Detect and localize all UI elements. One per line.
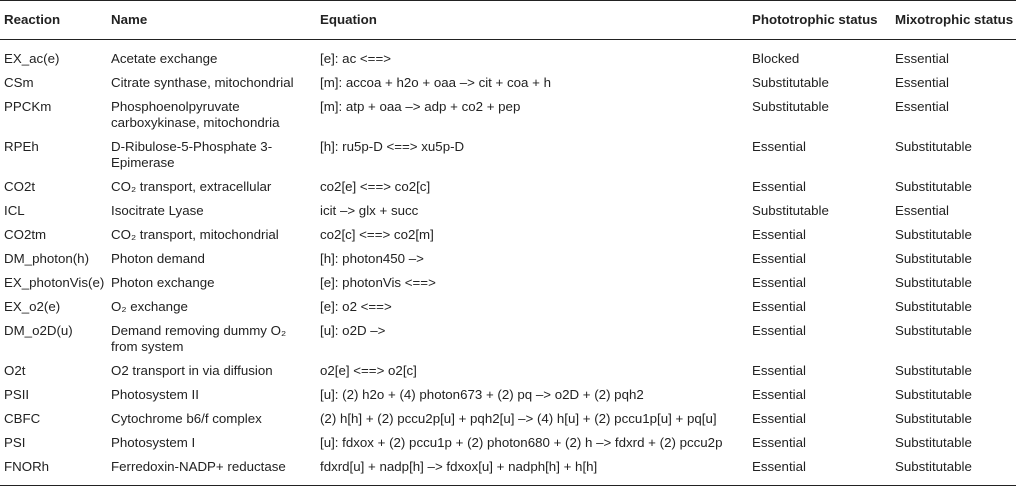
reaction-cell: EX_photonVis(e): [4, 275, 105, 290]
table-row: [0, 175, 1016, 199]
table-row: [0, 271, 1016, 295]
equation-cell: [h]: ru5p-D <==> xu5p-D: [320, 139, 465, 154]
equation-cell: [u]: (2) h2o + (4) photon673 + (2) pq –> o2D + (2) pqh2: [320, 387, 644, 402]
table-row: [0, 40, 1016, 72]
name-cell: Photon exchange: [111, 275, 215, 290]
reaction-cell: CO2t: [4, 179, 36, 194]
name-cell: Photosystem I: [111, 435, 196, 450]
header-equation: Equation: [316, 1, 748, 40]
equation-cell: icit –> glx + succ: [320, 203, 419, 218]
phototrophic-status-cell: Essential: [752, 323, 806, 338]
phototrophic-status-cell: Essential: [752, 435, 806, 450]
name-cell: O₂ exchange: [111, 299, 188, 314]
table-row: [0, 407, 1016, 431]
table-row: [0, 95, 1016, 135]
mixotrophic-status-cell: Substitutable: [895, 363, 972, 378]
reaction-cell: PSI: [4, 435, 26, 450]
table-row: [0, 135, 1016, 175]
reaction-cell: O2t: [4, 363, 26, 378]
name-cell: Demand removing dummy O₂ from system: [111, 323, 287, 354]
reaction-cell: PSII: [4, 387, 30, 402]
phototrophic-status-cell: Blocked: [752, 51, 800, 66]
name-cell: CO₂ transport, extracellular: [111, 179, 272, 194]
header-phototrophic-status: Phototrophic status: [748, 1, 891, 40]
reaction-cell: CO2tm: [4, 227, 47, 242]
mixotrophic-status-cell: Essential: [895, 75, 949, 90]
mixotrophic-status-cell: Substitutable: [895, 275, 972, 290]
table-row: [0, 295, 1016, 319]
equation-cell: [m]: atp + oaa –> adp + co2 + pep: [320, 99, 521, 114]
name-cell: Photosystem II: [111, 387, 199, 402]
mixotrophic-status-cell: Substitutable: [895, 387, 972, 402]
phototrophic-status-cell: Essential: [752, 275, 806, 290]
equation-cell: (2) h[h] + (2) pccu2p[u] + pqh2[u] –> (4) h[u] + (2) pccu1p[u] + pq[u]: [320, 411, 717, 426]
table-row: [0, 359, 1016, 383]
mixotrophic-status-cell: Substitutable: [895, 299, 972, 314]
reaction-cell: DM_o2D(u): [4, 323, 73, 338]
equation-cell: [e]: photonVis <==>: [320, 275, 436, 290]
header-mixotrophic-status: Mixotrophic status: [891, 1, 1016, 40]
phototrophic-status-cell: Essential: [752, 251, 806, 266]
equation-cell: [u]: o2D –>: [320, 323, 386, 338]
name-cell: Isocitrate Lyase: [111, 203, 204, 218]
name-cell: Cytochrome b6/f complex: [111, 411, 262, 426]
mixotrophic-status-cell: Essential: [895, 51, 949, 66]
mixotrophic-status-cell: Substitutable: [895, 251, 972, 266]
phototrophic-status-cell: Essential: [752, 179, 806, 194]
mixotrophic-status-cell: Essential: [895, 203, 949, 218]
table-row: [0, 383, 1016, 407]
name-cell: Ferredoxin-NADP+ reductase: [107, 455, 316, 486]
reaction-cell: EX_o2(e): [4, 299, 61, 314]
mixotrophic-status-cell: Substitutable: [895, 411, 972, 426]
table-row: [0, 319, 1016, 359]
phototrophic-status-cell: Substitutable: [752, 99, 829, 114]
equation-cell: [h]: photon450 –>: [320, 251, 424, 266]
phototrophic-status-cell: Essential: [752, 411, 806, 426]
phototrophic-status-cell: Essential: [752, 299, 806, 314]
name-cell: Phosphoenolpyruvate carboxykinase, mitochondria: [111, 99, 280, 130]
header-reaction: Reaction: [0, 1, 107, 40]
header-row: [0, 1, 1016, 40]
equation-cell: [e]: o2 <==>: [320, 299, 392, 314]
table-row: [0, 455, 1016, 486]
phototrophic-status-cell: Essential: [752, 227, 806, 242]
table-row: [0, 199, 1016, 223]
header-name: Name: [107, 1, 316, 40]
name-cell: CO₂ transport, mitochondrial: [111, 227, 279, 242]
name-cell: O2 transport in via diffusion: [111, 363, 273, 378]
table-row: [0, 247, 1016, 271]
reaction-cell: ICL: [4, 203, 25, 218]
reaction-cell: CSm: [4, 75, 34, 90]
equation-cell: [m]: accoa + h2o + oaa –> cit + coa + h: [320, 75, 552, 90]
phototrophic-status-cell: Substitutable: [752, 75, 829, 90]
phototrophic-status-cell: Essential: [748, 455, 891, 486]
table-row: [0, 71, 1016, 95]
table-row: [0, 431, 1016, 455]
equation-cell: fdxrd[u] + nadp[h] –> fdxox[u] + nadph[h] + h[h]: [316, 455, 748, 486]
reaction-cell: FNORh: [0, 455, 107, 486]
reaction-cell: PPCKm: [4, 99, 52, 114]
reaction-cell: EX_ac(e): [4, 51, 60, 66]
phototrophic-status-cell: Essential: [752, 139, 806, 154]
mixotrophic-status-cell: Substitutable: [895, 179, 972, 194]
mixotrophic-status-cell: Substitutable: [895, 435, 972, 450]
table-row: [0, 223, 1016, 247]
phototrophic-status-cell: Essential: [752, 363, 806, 378]
phototrophic-status-cell: Substitutable: [752, 203, 829, 218]
equation-cell: co2[e] <==> co2[c]: [320, 179, 431, 194]
mixotrophic-status-cell: Substitutable: [891, 455, 1016, 486]
reaction-cell: RPEh: [4, 139, 39, 154]
name-cell: Acetate exchange: [111, 51, 218, 66]
phototrophic-status-cell: Essential: [752, 387, 806, 402]
equation-cell: o2[e] <==> o2[c]: [320, 363, 417, 378]
mixotrophic-status-cell: Substitutable: [895, 323, 972, 338]
mixotrophic-status-cell: Essential: [895, 99, 949, 114]
name-cell: Photon demand: [111, 251, 205, 266]
equation-cell: [e]: ac <==>: [320, 51, 391, 66]
mixotrophic-status-cell: Substitutable: [895, 139, 972, 154]
equation-cell: [u]: fdxox + (2) pccu1p + (2) photon680 + (2) h –> fdxrd + (2) pccu2p: [320, 435, 723, 450]
name-cell: D-Ribulose-5-Phosphate 3-Epimerase: [111, 139, 273, 170]
reaction-cell: DM_photon(h): [4, 251, 89, 266]
table-body: [0, 40, 1016, 486]
equation-cell: co2[c] <==> co2[m]: [320, 227, 434, 242]
reaction-cell: CBFC: [4, 411, 41, 426]
name-cell: Citrate synthase, mitochondrial: [111, 75, 294, 90]
mixotrophic-status-cell: Substitutable: [895, 227, 972, 242]
